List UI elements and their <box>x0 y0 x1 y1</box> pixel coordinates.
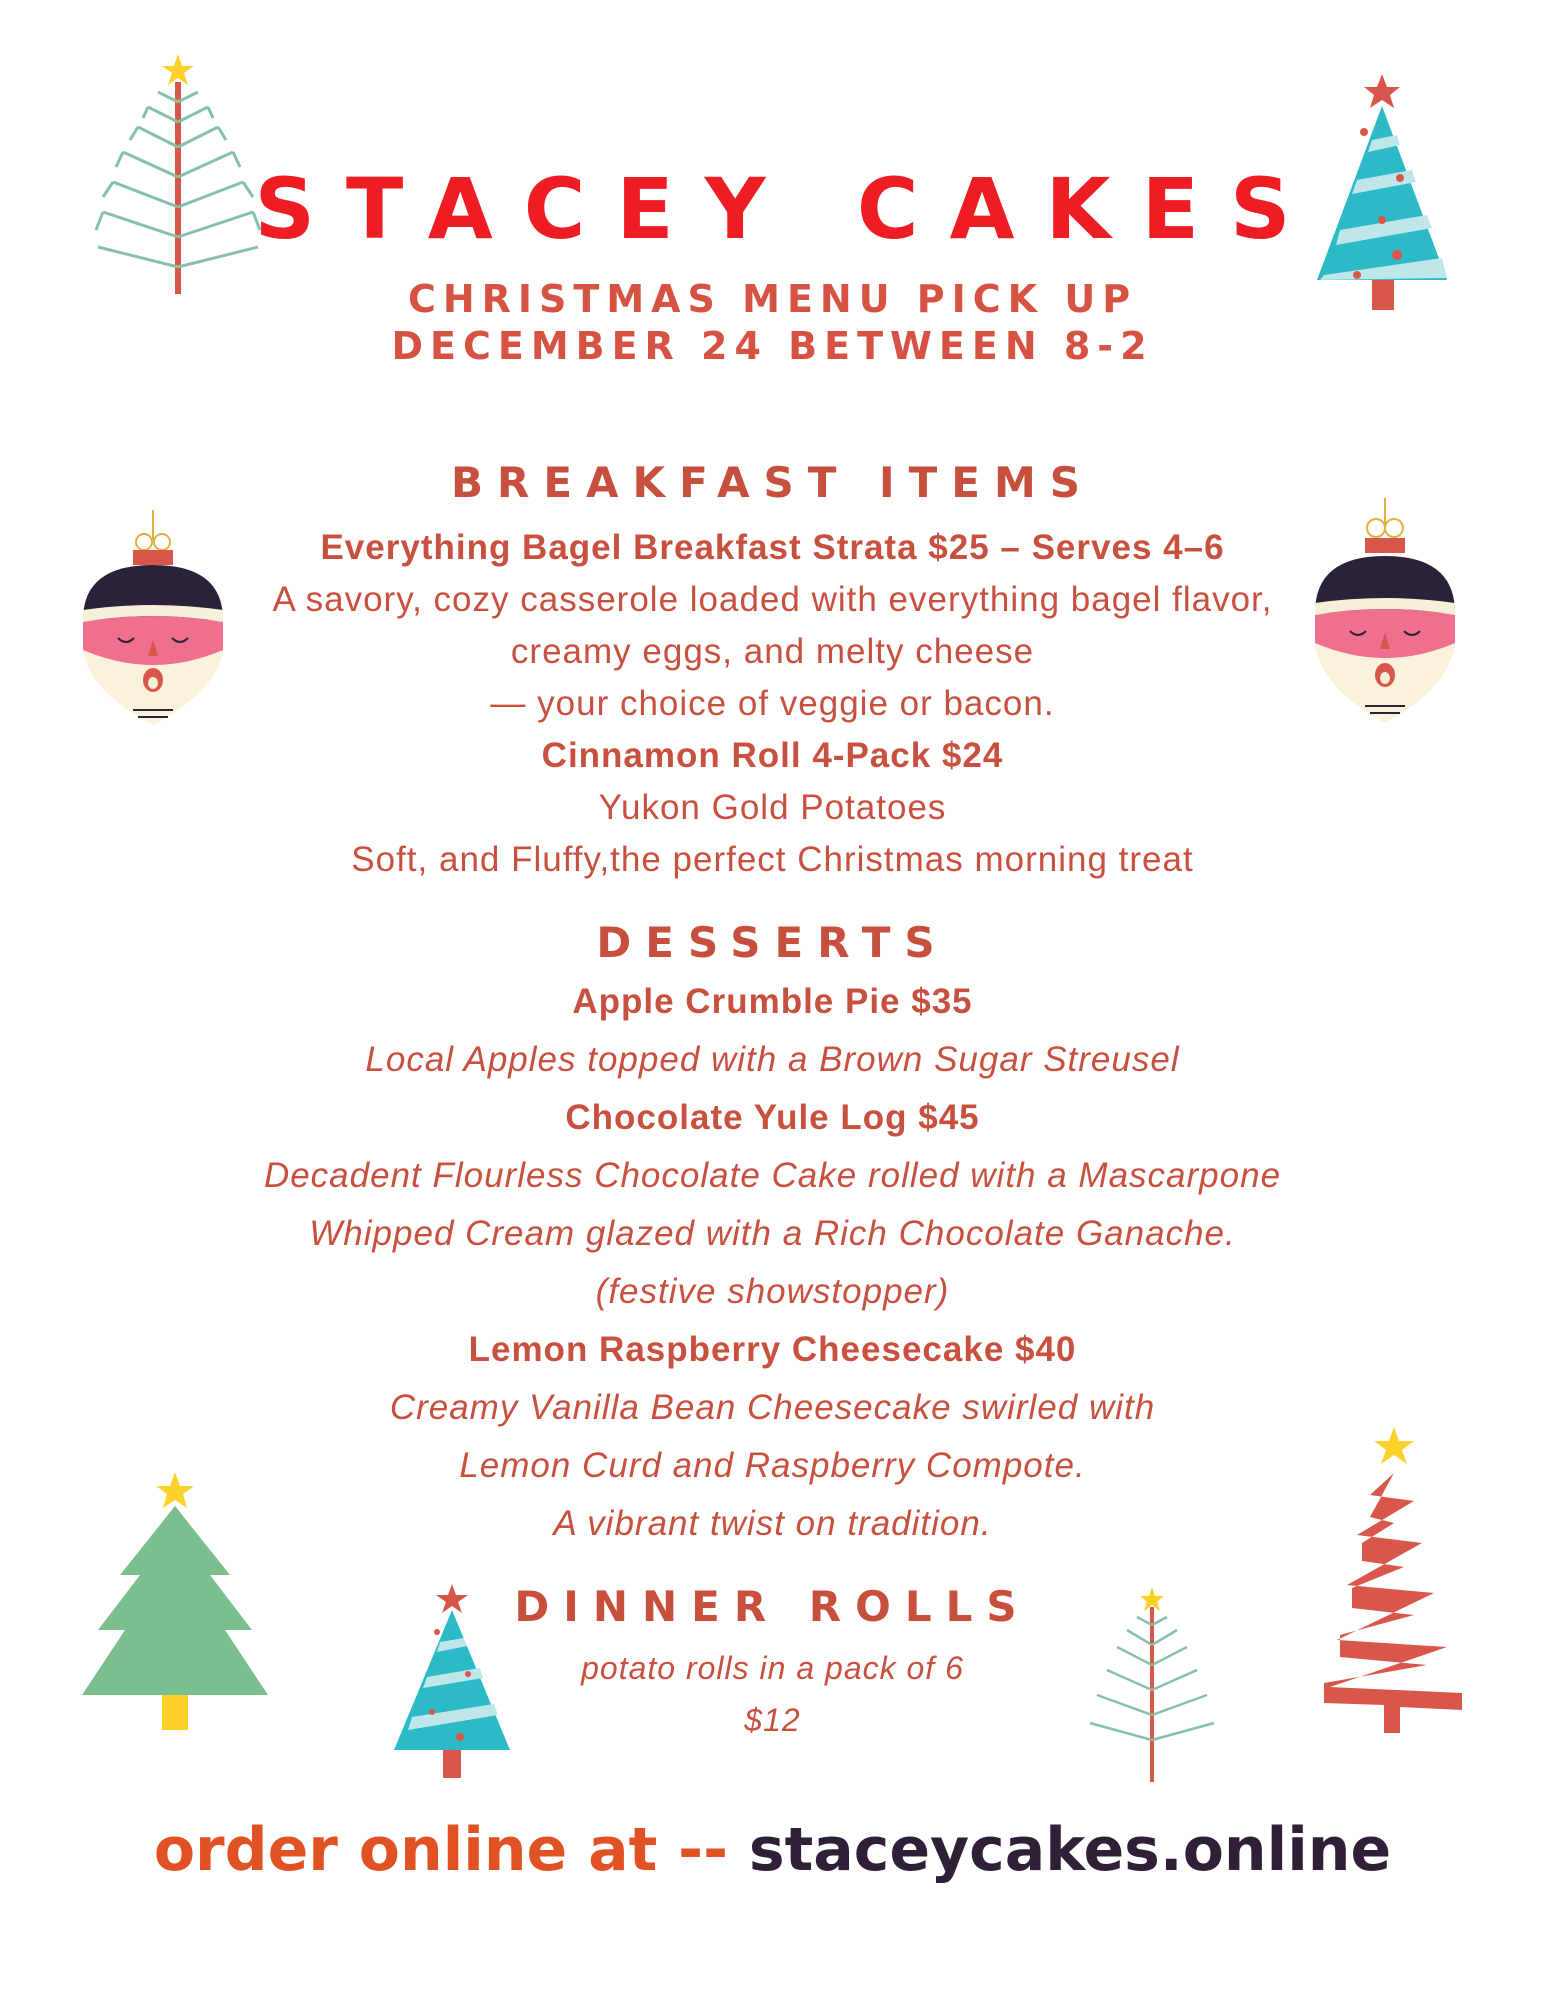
desserts-heading: DESSERTS <box>596 918 949 967</box>
dessert-item-desc: Local Apples topped with a Brown Sugar Streusel <box>365 1040 1180 1079</box>
brand-title: STACEY CAKES <box>254 160 1322 258</box>
breakfast-item-title: Everything Bagel Breakfast Strata $25 – Serves 4–6 <box>320 528 1225 567</box>
dessert-item-title: Chocolate Yule Log $45 <box>565 1098 980 1137</box>
dinner-rolls-price: $12 <box>744 1702 801 1738</box>
dessert-item-desc: A vibrant twist on tradition. <box>553 1504 992 1543</box>
breakfast-item-desc: creamy eggs, and melty cheese <box>510 632 1035 671</box>
breakfast-item-desc: — your choice of veggie or bacon. <box>490 684 1055 723</box>
dessert-item-desc: Decadent Flourless Chocolate Cake rolled with a Mascarpone <box>263 1156 1282 1195</box>
dinner-rolls-desc: potato rolls in a pack of 6 <box>581 1650 964 1686</box>
dinner-rolls-heading: DINNER ROLLS <box>514 1582 1031 1631</box>
order-online-label: order online at -- <box>153 1815 749 1885</box>
breakfast-item-desc: Soft, and Fluffy,the perfect Christmas morning treat <box>351 840 1194 879</box>
dessert-item-desc: Whipped Cream glazed with a Rich Chocolate Ganache. <box>309 1214 1236 1253</box>
breakfast-item-desc: Yukon Gold Potatoes <box>598 788 947 827</box>
breakfast-heading: BREAKFAST ITEMS <box>450 458 1094 507</box>
breakfast-item-title: Cinnamon Roll 4-Pack $24 <box>541 736 1004 775</box>
dessert-item-title: Lemon Raspberry Cheesecake $40 <box>468 1330 1077 1369</box>
dessert-item-desc: Lemon Curd and Raspberry Compote. <box>459 1446 1086 1485</box>
subtitle-pickup: CHRISTMAS MENU PICK UP <box>407 277 1138 321</box>
dessert-item-desc: (festive showstopper) <box>595 1272 950 1311</box>
dessert-item-desc: Creamy Vanilla Bean Cheesecake swirled with <box>389 1388 1156 1427</box>
dessert-item-title: Apple Crumble Pie $35 <box>572 982 973 1021</box>
website-link[interactable]: staceycakes.online <box>748 1815 1392 1885</box>
order-online-footer <box>0 1815 1545 1885</box>
subtitle-date: DECEMBER 24 BETWEEN 8-2 <box>391 324 1154 368</box>
breakfast-item-desc: A savory, cozy casserole loaded with everything bagel flavor, <box>272 580 1273 619</box>
